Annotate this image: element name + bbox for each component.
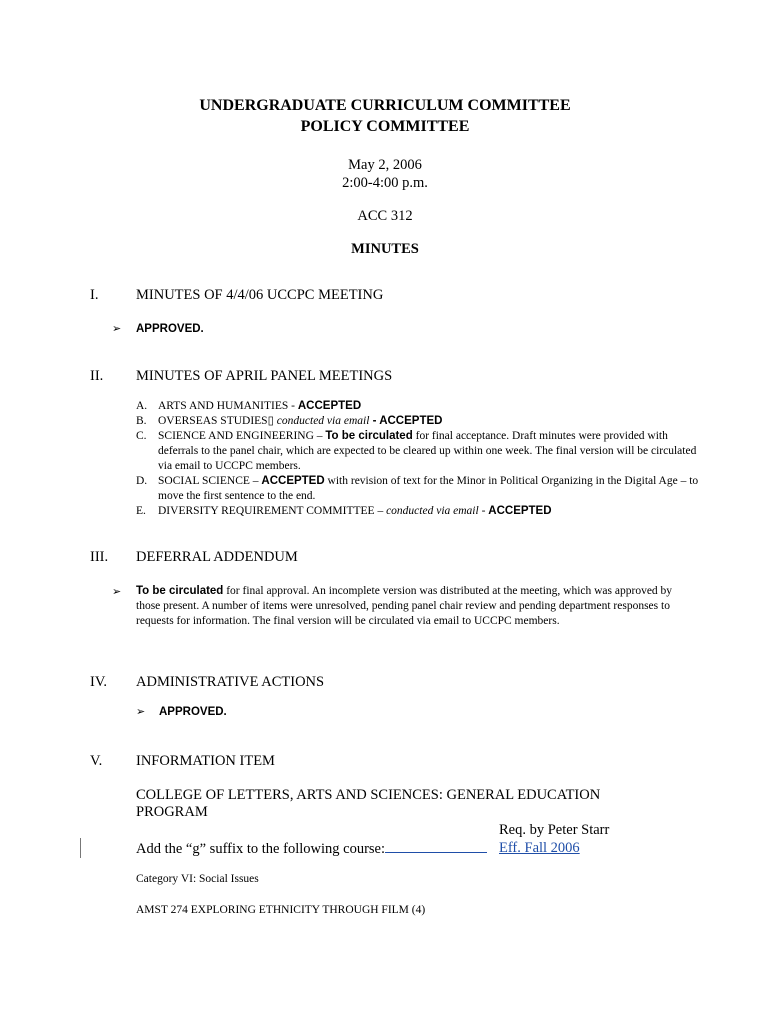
list-item-rest: with revision of text for the Minor in Political Organizing in the Digital Age – to move the first sentence to the end.	[158, 475, 699, 502]
list-item	[136, 474, 706, 504]
list-item-text: ARTS AND HUMANITIES -	[158, 400, 298, 412]
deferral-addendum-paragraph	[136, 584, 684, 628]
status-to-be-circulated: To be circulated	[136, 585, 224, 597]
add-suffix-line	[136, 840, 487, 858]
list-item-letter: E.	[136, 505, 146, 517]
section-3-number: III.	[90, 549, 109, 565]
course-listing: AMST 274 EXPLORING ETHNICITY THROUGH FILM (4)	[136, 904, 426, 916]
section-1-status: APPROVED.	[136, 323, 204, 335]
list-item-letter: D.	[136, 475, 148, 487]
list-item	[136, 504, 706, 519]
section-2-title: MINUTES OF APRIL PANEL MEETINGS	[136, 368, 393, 384]
meeting-time: 2:00-4:00 p.m.	[342, 175, 428, 191]
meeting-room: ACC 312	[357, 208, 413, 224]
college-heading-line1: COLLEGE OF LETTERS, ARTS AND SCIENCES: GENERAL EDUCATION	[136, 787, 601, 803]
panel-minutes-list	[136, 399, 706, 519]
section-2-number: II.	[90, 368, 104, 384]
list-item-text: OVERSEAS STUDIES▯	[158, 415, 277, 427]
section-5-title: INFORMATION ITEM	[136, 753, 275, 769]
effective-term-link[interactable]: Eff. Fall 2006	[499, 840, 580, 856]
status-accepted: ACCEPTED	[297, 400, 362, 412]
list-item-italic: conducted via email	[276, 415, 370, 427]
paragraph-body: for final approval. An incomplete version was distributed at the meeting, which was approved by those present. A number of items were unresolved, pending panel chair review and pending department responses to requests for information. The final version will be circulated via email to UCCPC members.	[136, 585, 673, 627]
list-item-text: SCIENCE AND ENGINEERING –	[158, 430, 326, 442]
section-4-status: APPROVED.	[159, 706, 227, 718]
list-item	[136, 399, 706, 414]
list-item-letter: A.	[136, 400, 148, 412]
list-item-rest: for final acceptance. Draft minutes were provided with deferrals to the panel chair, which are expected to be cleared up within one week. The final version will be circulated via email to UCCPC members.	[158, 430, 697, 472]
list-item	[136, 414, 706, 429]
status-accepted: ACCEPTED	[488, 505, 552, 517]
section-4-title: ADMINISTRATIVE ACTIONS	[136, 674, 325, 690]
doc-type: MINUTES	[351, 241, 419, 257]
section-1-number: I.	[90, 287, 99, 303]
status-accepted: - ACCEPTED	[369, 415, 443, 427]
list-item-sep: -	[478, 505, 489, 517]
section-3-title: DEFERRAL ADDENDUM	[136, 549, 298, 565]
status-to-be-circulated: To be circulated	[325, 430, 413, 442]
arrow-bullet-icon: ➢	[112, 586, 122, 598]
list-item-text: SOCIAL SCIENCE –	[158, 475, 262, 487]
list-item	[136, 429, 706, 474]
list-item-italic: conducted via email	[386, 505, 479, 517]
course-category: Category VI: Social Issues	[136, 873, 259, 885]
change-bar	[80, 838, 81, 858]
list-item-text: DIVERSITY REQUIREMENT COMMITTEE –	[158, 505, 387, 517]
meeting-date: May 2, 2006	[348, 157, 422, 173]
section-5-number: V.	[90, 753, 103, 769]
underline-gap	[385, 840, 487, 853]
status-accepted: ACCEPTED	[261, 475, 325, 487]
list-item-letter: B.	[136, 415, 147, 427]
doc-title-line1: UNDERGRADUATE CURRICULUM COMMITTEE	[199, 97, 571, 114]
arrow-bullet-icon: ➢	[136, 706, 146, 718]
arrow-bullet-icon: ➢	[112, 323, 122, 335]
add-suffix-text: Add the “g” suffix to the following course:	[136, 841, 385, 857]
section-4-number: IV.	[90, 674, 108, 690]
list-item-letter: C.	[136, 430, 147, 442]
doc-title-line2: POLICY COMMITTEE	[300, 118, 470, 135]
college-heading-line2: PROGRAM	[136, 804, 208, 820]
requested-by: Req. by Peter Starr	[499, 822, 610, 838]
section-1-title: MINUTES OF 4/4/06 UCCPC MEETING	[136, 287, 384, 303]
